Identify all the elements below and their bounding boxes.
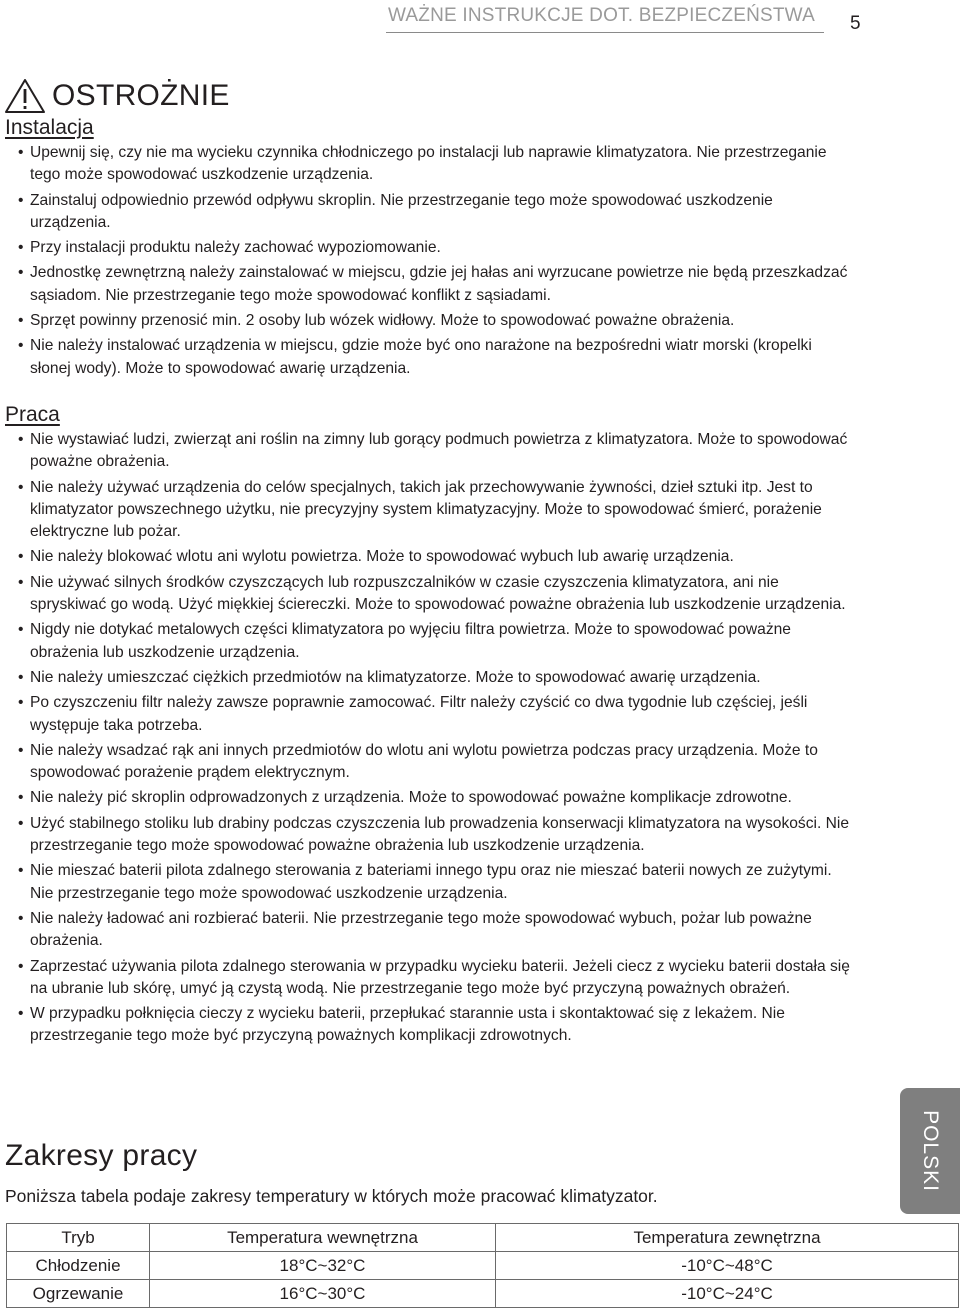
installation-section: [5, 116, 855, 383]
page-number: 5: [850, 13, 861, 34]
list-item: • Nie należy instalować urządzenia w miejscu, gdzie może być ono narażone na bezpośredni wiatr morski (kropelki słonej wody). Może to spowodować awarię urządzenia.: [18, 337, 812, 377]
header-rule: [386, 32, 824, 33]
list-item: • Przy instalacji produktu należy zachować wypoziomowanie.: [18, 239, 441, 257]
list-item: • Nie należy blokować wlotu ani wylotu powietrza. Może to spowodować wybuch lub awarię urządzenia.: [18, 548, 734, 566]
column-header: Temperatura zewnętrzna: [496, 1224, 959, 1252]
operating-ranges-table: [6, 1223, 959, 1308]
list-item: • Sprzęt powinny przenosić min. 2 osoby lub wózek widłowy. Może to spowodować poważne obrażenia.: [18, 312, 735, 330]
list-item: • W przypadku połknięcia cieczy z wycieku baterii, przepłukać starannie usta i skontaktować się z lekażem. Nie przestrzeganie tego może być przyczyną poważnych komplikacji zdrowotnych.: [18, 1005, 785, 1045]
operation-section: [5, 403, 855, 1051]
list-item: • Zaprzestać używania pilota zdalnego sterowania w przypadku wycieku baterii. Jeżeli ciecz z wycieku baterii dostała się na ubranie lub skórę, umyć ją czystą wodą. Nie przestrzeganie tego może być przyczyną poważnych obrażeń.: [18, 957, 850, 997]
list-item: • Nie należy umieszczać ciężkich przedmiotów na klimatyzatorze. Może to spowodować awarię urządzenia.: [18, 668, 761, 686]
list-item: • Nie wystawiać ludzi, zwierząt ani roślin na zimny lub gorący podmuch powietrza z klimatyzatora. Może to spowodować poważne obrażenia.: [18, 431, 848, 471]
list-item: • Nie należy używać urządzenia do celów specjalnych, takich jak przechowywanie żywności, dzieł sztuki itp. Jest to klimatyzator powszechnego użytku, nie precyzyjny system klimatyzacyjny. Może to spowodować śmierć, porażenie elektryczne lub pożar.: [18, 478, 822, 541]
operation-list: [5, 429, 855, 1048]
installation-heading: Instalacja: [5, 116, 94, 139]
list-item: • Po czyszczeniu filtr należy zawsze poprawnie zamocować. Filtr należy czyścić co dwa tygodnie lub częściej, jeśli występuje taka potrzeba.: [18, 694, 808, 734]
warning-triangle-icon: [4, 78, 46, 114]
table-cell: -10°C~48°C: [496, 1252, 959, 1280]
caution-title: OSTROŻNIE: [52, 79, 230, 112]
table-cell: Ogrzewanie: [7, 1280, 150, 1308]
table-cell: 16°C~30°C: [150, 1280, 496, 1308]
table-cell: Chłodzenie: [7, 1252, 150, 1280]
installation-list: [5, 142, 855, 380]
list-item: • Zainstaluj odpowiednio przewód odpływu skroplin. Nie przestrzeganie tego może spowodować uszkodzenie urządzenia.: [18, 191, 773, 231]
table-row: [7, 1252, 959, 1280]
column-header: Temperatura wewnętrzna: [150, 1224, 496, 1252]
language-tab-label: POLSKI: [919, 1110, 942, 1192]
running-header: WAŻNE INSTRUKCJE DOT. BEZPIECZEŃSTWA: [388, 5, 815, 26]
table-row: [7, 1280, 959, 1308]
list-item: • Nie należy ładować ani rozbierać baterii. Nie przestrzeganie tego może spowodować wybuch, pożar lub poważne obrażenia.: [18, 909, 812, 950]
list-item: • Nie należy pić skroplin odprowadzonych z urządzenia. Może to spowodować poważne komplikacje zdrowotne.: [18, 789, 792, 807]
list-item: • Upewnij się, czy nie ma wycieku czynnika chłodniczego po instalacji lub naprawie klimatyzatora. Nie przestrzeganie tego może spowodować uszkodzenie urządzenia.: [18, 144, 827, 184]
list-item: • Nie używać silnych środków czyszczących lub rozpuszczalników w czasie czyszczenia klimatyzatora, ani nie spryskiwać go wodą. Użyć miękkiej ściereczki. Może to spowodować poważne obrażenia lub uszkodzenie urządzenia.: [18, 573, 846, 614]
list-item: • Nie należy wsadzać rąk ani innych przedmiotów do wlotu ani wylotu powietrza podczas pracy urządzenia. Może to spowodować porażenie prądem elektrycznym.: [18, 741, 818, 782]
list-item: • Użyć stabilnego stoliku lub drabiny podczas czyszczenia lub prowadzenia konserwacji klimatyzatora na wysokości. Nie przestrzeganie tego może spowodować poważne obrażenia lub uszkodzenie urządzenia.: [18, 814, 850, 855]
operation-heading: Praca: [5, 403, 60, 426]
caution-heading: [4, 78, 230, 114]
table-header-row: [7, 1224, 959, 1252]
table-cell: 18°C~32°C: [150, 1252, 496, 1280]
ranges-intro: Poniższa tabela podaje zakresy temperatury w których może pracować klimatyzator.: [5, 1186, 658, 1206]
list-item: • Jednostkę zewnętrzną należy zainstalować w miejscu, gdzie jej hałas ani wyrzucane powietrze nie będą przeszkadzać sąsiadom. Nie przestrzeganie tego może spowodować konflikt z sąsiadami.: [18, 264, 848, 304]
column-header: Tryb: [7, 1224, 150, 1252]
list-item: • Nie mieszać baterii pilota zdalnego sterowania z bateriami innego typu oraz nie mieszać baterii nowych ze zużytymi. Nie przestrzeganie tego może spowodować uszkodzenie urządzenia.: [18, 862, 832, 902]
language-tab: [900, 1088, 960, 1214]
table-cell: -10°C~24°C: [496, 1280, 959, 1308]
ranges-title: Zakresy pracy: [5, 1139, 198, 1172]
list-item: • Nigdy nie dotykać metalowych części klimatyzatora po wyjęciu filtra powietrza. Może to spowodować poważne obrażenia lub uszkodzenie urządzenia.: [18, 621, 791, 661]
